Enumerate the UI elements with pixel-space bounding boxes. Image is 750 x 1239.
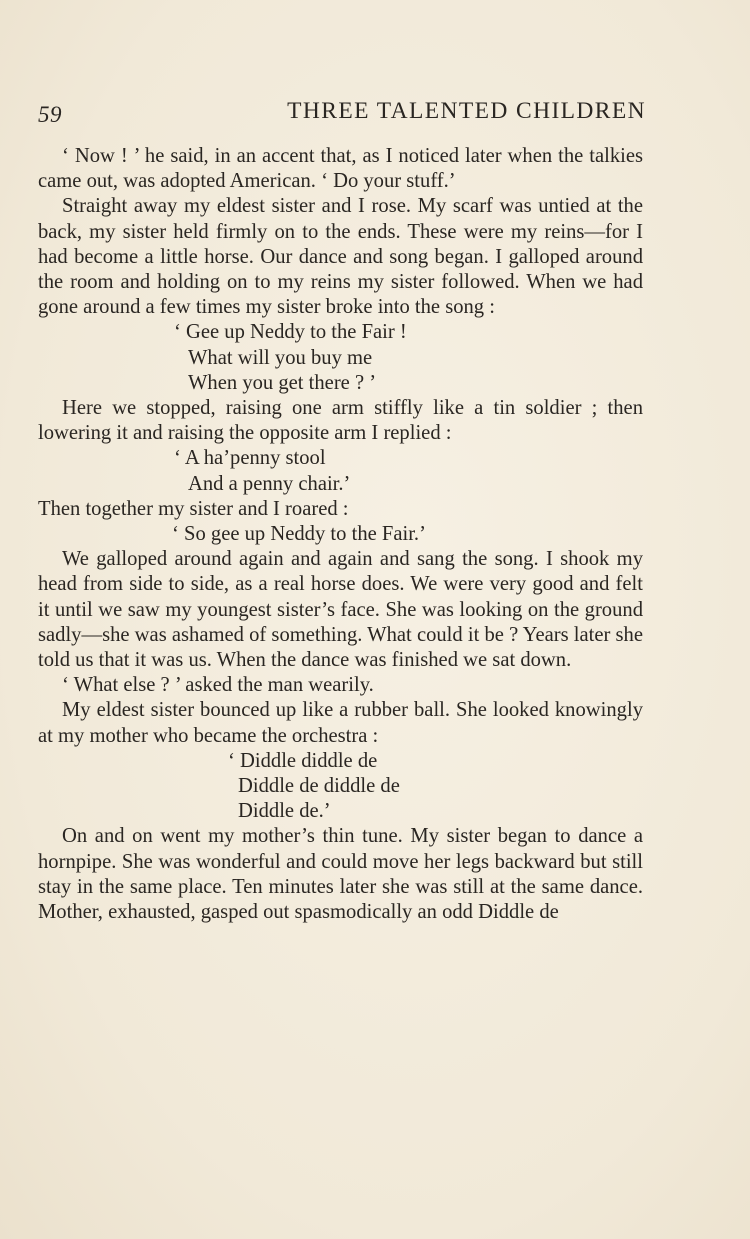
verse-line: What will you buy me — [188, 346, 373, 369]
verse-line: Diddle de.’ — [238, 800, 331, 823]
paragraph: We galloped around again and again and sang the song. I shook my head from side to side, as a real horse does. We were very good and felt it until we saw my youngest sister’s face. She was looking on the ground sadly—she was ashamed of something. What could it be ? Years later she told us that it was us. When the dance was finished we sat down. — [38, 548, 643, 672]
paragraph: ‘ Now ! ’ he said, in an accent that, as I noticed later when the talkies came out, was adopted American. ‘ Do your stuff.’ — [38, 145, 643, 193]
verse-line: ‘ So gee up Neddy to the Fair.’ — [172, 523, 426, 546]
paragraph: ‘ What else ? ’ asked the man wearily. — [62, 674, 374, 697]
verse-line: And a penny chair.’ — [188, 472, 351, 495]
verse-line: ‘ Diddle diddle de — [228, 749, 378, 772]
verse-line: Diddle de diddle de — [238, 775, 400, 798]
paragraph: Straight away my eldest sister and I rose. My scarf was untied at the back, my sister held firmly on to the ends. These were my reins—for I had become a little horse. Our dance and song began. I galloped around the room and holding on to my reins my sister followed. When we had gone around a few times my sister broke into the song : — [38, 195, 643, 319]
paragraph: Here we stopped, raising one arm stiffly like a tin soldier ; then lowering it and raising the opposite arm I replied : — [38, 397, 643, 445]
paragraph: Then together my sister and I roared : — [38, 497, 349, 520]
paragraph: My eldest sister bounced up like a rubber ball. She looked knowingly at my mother who became the orchestra : — [38, 699, 643, 747]
page-number: 59 — [38, 102, 62, 127]
verse-line: ‘ Gee up Neddy to the Fair ! — [174, 321, 407, 344]
paragraph: On and on went my mother’s thin tune. My sister began to dance a hornpipe. She was wonderful and could move her legs backward but still stay in the same place. Ten minutes later she was still at the same dance. Mother, exhausted, gasped out spasmodically an odd Diddle de — [38, 825, 643, 924]
running-title: THREE TALENTED CHILDREN — [287, 98, 646, 124]
verse-line: When you get there ? ’ — [188, 371, 377, 394]
verse-line: ‘ A ha’penny stool — [174, 447, 326, 470]
page-header — [38, 96, 646, 130]
body-text — [38, 144, 643, 925]
